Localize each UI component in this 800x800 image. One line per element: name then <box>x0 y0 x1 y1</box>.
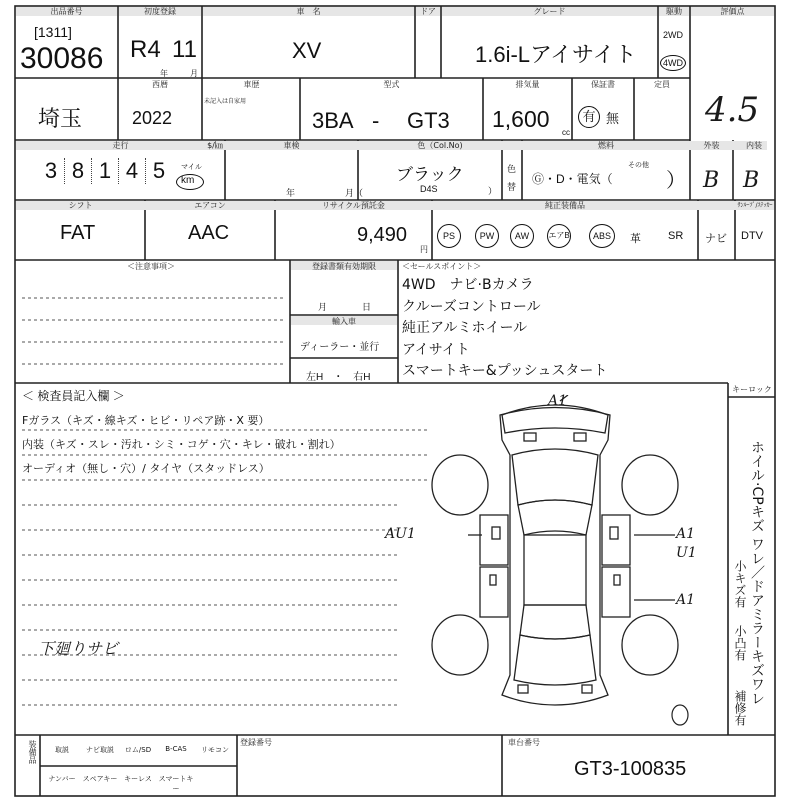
label-shift: シフト <box>68 201 93 210</box>
import-handle: 左H ・ 右H <box>306 372 371 383</box>
label-aircon: エアコン <box>194 201 226 210</box>
exterior-grade: B <box>703 168 720 193</box>
sales-point: 純正アルミホイール <box>402 320 528 336</box>
chassis-number: GT3-100835 <box>574 758 687 780</box>
label-equipment: 純正装備品 <box>545 201 585 210</box>
inspector-line-interior: 内装（キズ・スレ・汚れ・シミ・コゲ・穴・キレ・破れ・割れ） <box>22 438 341 451</box>
equip-navi: ナビ <box>705 233 727 245</box>
first-reg-year-suffix: 年 <box>160 69 168 78</box>
bottom-item: キーレス <box>124 775 152 783</box>
bottom-item: ロム/SD <box>124 746 152 754</box>
fuel-other: その他 <box>628 162 649 169</box>
model-name: XV <box>292 38 322 63</box>
mileage-unit-mile: マイル <box>181 164 202 171</box>
legend-vertical: ホイル·CPキズ ワレ／ドアミラーキズワレ <box>749 440 765 706</box>
equip-ps: PS <box>437 224 461 248</box>
handwritten-note: 下廻りサビ <box>38 639 119 658</box>
displacement-value: 1,600 <box>492 106 550 132</box>
damage-front: A1 <box>548 393 568 409</box>
fuel-options: Ⓖ・D・電気（ <box>532 172 613 186</box>
year-value: 2022 <box>132 108 173 128</box>
inspection-year: 年 <box>286 188 296 198</box>
equip-aw: AW <box>510 224 534 248</box>
color-close: ） <box>488 186 498 196</box>
label-notes: ＜注意事項＞ <box>127 262 175 271</box>
model-code-right: GT3 <box>407 108 450 133</box>
equip-airbag: エアB <box>547 224 571 248</box>
label-year: 西暦 <box>152 80 168 89</box>
warranty-yes: 有 <box>578 106 600 128</box>
mileage-digit: 3 <box>38 158 65 184</box>
damage-right-3: A1 <box>676 592 696 608</box>
label-reg-doc: 登録書類有効期限 <box>312 262 376 271</box>
label-score: 評価点 <box>720 7 745 16</box>
label-inspection: 車検 <box>283 141 300 150</box>
first-reg-month-suffix: 月 <box>190 69 198 78</box>
label-interior: 内装 <box>746 141 762 150</box>
color-change-label: 替 <box>507 182 517 192</box>
recycle-amount: 9,490 <box>357 224 408 246</box>
damage-right-1: A1 <box>676 526 696 542</box>
mileage-digits <box>38 158 172 184</box>
model-code-dash: - <box>372 108 380 133</box>
label-mileage: 走行 <box>112 141 129 150</box>
label-recycle: リサイクル預託金 <box>322 201 385 210</box>
label-reg-no: 登録番号 <box>240 738 272 747</box>
model-code-left: 3BA <box>312 108 354 133</box>
displacement-unit: cc <box>562 128 570 137</box>
bottom-side-label: 装備品 <box>28 740 37 764</box>
label-sales-points: ＜セールスポイント＞ <box>402 262 482 271</box>
label-drive: 駆動 <box>666 7 682 16</box>
equip-leather: 革 <box>630 233 641 245</box>
label-capacity: 定員 <box>654 80 670 89</box>
mileage-digit: 8 <box>65 158 92 184</box>
sales-point: 4WD ナビ·Bカメラ <box>402 277 534 293</box>
color-code: D4S <box>420 184 438 194</box>
class-note: 未記入は自家用 <box>204 99 247 105</box>
lot-number: 30086 <box>20 42 104 75</box>
label-kkaku: $/㎞ <box>207 141 223 150</box>
damage-right-2: U1 <box>676 545 697 561</box>
label-vehicle-class: 車歴 <box>243 80 260 89</box>
bottom-item: 取説 <box>55 746 69 754</box>
label-displacement: 排気量 <box>515 80 540 89</box>
sales-point: スマートキー&プッシュスタート <box>402 363 608 379</box>
label-model-code: 型式 <box>383 80 400 89</box>
inspector-line-glass: Fガラス（キズ・線キズ・ヒビ・リペア跡・X 要） <box>22 414 270 427</box>
car-diagram <box>420 395 690 735</box>
label-first-reg: 初度登録 <box>144 7 176 16</box>
reg-doc-day: 日 <box>362 302 372 312</box>
legend-item: 小キズ有 <box>733 560 747 608</box>
label-import: 輸入車 <box>332 317 356 326</box>
bottom-item: ナビ取説 <box>86 746 114 754</box>
label-lot: 出品番号 <box>50 7 83 16</box>
bottom-item: ナンバー <box>48 775 76 783</box>
equip-abs: ABS <box>589 224 615 248</box>
reg-doc-month: 月 <box>318 302 328 312</box>
color-label: 色 <box>507 164 517 174</box>
recycle-yen: 円 <box>420 245 428 254</box>
mileage-digit: 5 <box>152 158 166 183</box>
lot-prefix: [1311] <box>34 24 72 40</box>
label-doors: ドア <box>420 7 436 16</box>
sales-point: アイサイト <box>402 342 470 358</box>
label-warranty: 保証書 <box>591 80 615 89</box>
sales-point: クルーズコントロール <box>402 299 541 315</box>
label-grade: グレード <box>533 7 566 16</box>
label-keylock: キーロック <box>732 385 772 394</box>
legend-item: 小凸有 <box>733 625 747 661</box>
interior-grade: B <box>743 168 760 193</box>
warranty-no: 無 <box>606 111 620 126</box>
equip-dtv: DTV <box>741 230 763 242</box>
first-reg-era: R4 <box>130 36 161 63</box>
equip-sunroof: SR <box>668 230 684 242</box>
shift-value: FAT <box>60 222 96 244</box>
bottom-item: スペアキー <box>82 775 118 783</box>
label-model: 車 名 <box>296 7 321 16</box>
legend-item: 補修有 <box>733 690 747 726</box>
bottom-item: スマートキー <box>158 775 194 793</box>
inspection-month: 月（ <box>345 188 364 198</box>
import-dealer: ディーラー・並行 <box>300 342 380 353</box>
mileage-digit: 1 <box>92 158 119 184</box>
first-reg-month: 11 <box>172 36 197 63</box>
aircon-value: AAC <box>188 222 230 244</box>
label-exterior: 外装 <box>703 141 720 150</box>
damage-left: AU1 <box>385 526 416 542</box>
label-chassis: 車台番号 <box>508 738 540 747</box>
inspector-line-audio: オーディオ（無し・穴）/ タイヤ（スタッドレス） <box>22 462 270 475</box>
color-name: ブラック <box>396 165 464 184</box>
inspector-title: ＜ 検査員記入欄 ＞ <box>22 389 125 403</box>
label-fuel: 燃料 <box>598 141 614 150</box>
mileage-unit-km: km <box>181 175 195 186</box>
drive-2wd: 2WD <box>663 30 683 40</box>
drive-4wd: 4WD <box>663 58 683 68</box>
bottom-item: B-CAS <box>165 745 187 753</box>
label-options: ｻﾝﾙｰﾌﾟ/ｽﾃｯｶｰ <box>737 202 773 209</box>
label-color: 色（Col.No) <box>417 141 463 150</box>
prefecture: 埼玉 <box>38 106 83 131</box>
equip-pw: PW <box>475 224 499 248</box>
score-value: 4.5 <box>705 90 760 130</box>
bottom-item: リモコン <box>201 746 229 754</box>
grade-name: 1.6i-Lアイサイト <box>475 42 637 67</box>
mileage-digit: 4 <box>119 158 146 184</box>
fuel-close: ） <box>666 170 686 192</box>
